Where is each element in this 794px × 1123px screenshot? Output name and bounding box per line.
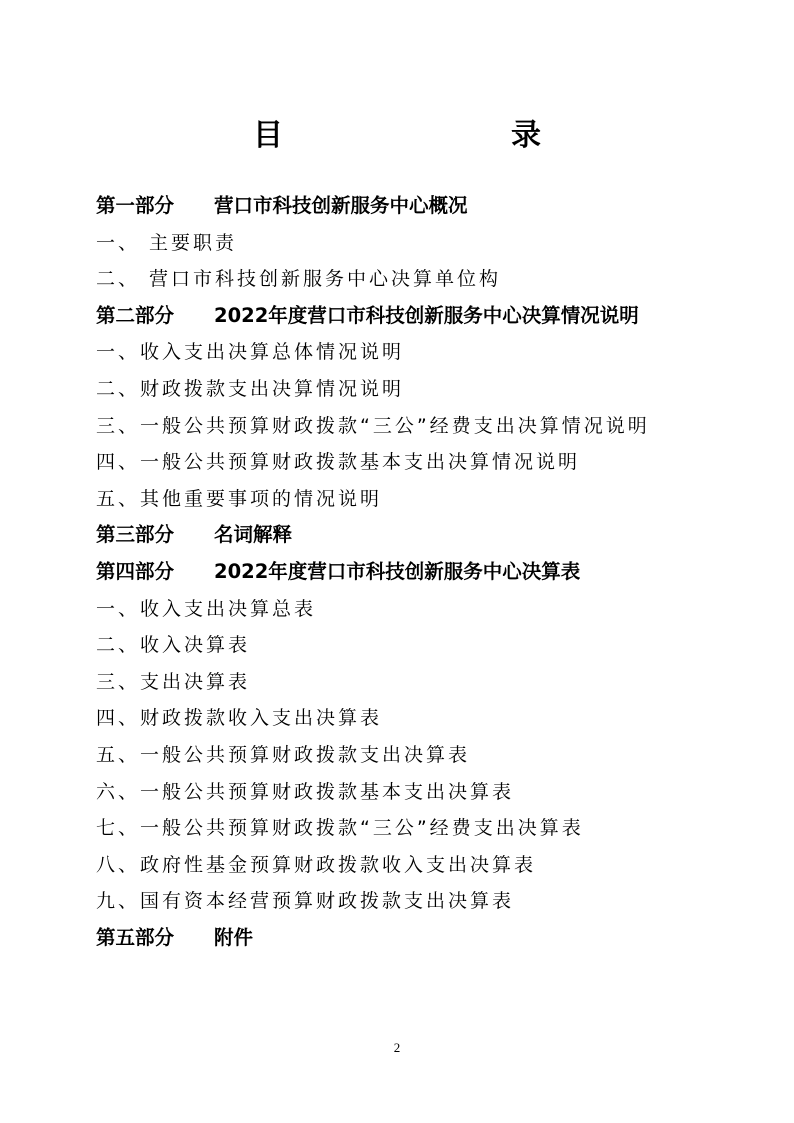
toc-item: 一、收入支出决算总体情况说明 xyxy=(96,341,405,364)
toc-item: 四、一般公共预算财政拨款基本支出决算情况说明 xyxy=(96,451,581,474)
table-of-contents xyxy=(96,188,736,956)
toc-item: 四、财政拨款收入支出决算表 xyxy=(96,707,383,730)
toc-item: 二、收入决算表 xyxy=(96,634,251,657)
toc-item: 六、一般公共预算财政拨款基本支出决算表 xyxy=(96,780,515,803)
page-number: 2 xyxy=(393,1040,401,1055)
toc-part xyxy=(96,554,736,591)
toc-part xyxy=(96,517,736,554)
toc-part-number: 第一部分 xyxy=(96,194,175,217)
toc-item: 二、财政拨款支出决算情况说明 xyxy=(96,377,405,400)
toc-item: 三、一般公共预算财政拨款“三公”经费支出决算情况说明 xyxy=(96,414,650,437)
toc-part-number: 第五部分 xyxy=(96,925,175,949)
toc-item: 五、一般公共预算财政拨款支出决算表 xyxy=(96,743,471,766)
toc-item: 八、政府性基金预算财政拨款收入支出决算表 xyxy=(96,853,537,876)
toc-part-number: 第二部分 xyxy=(96,303,175,327)
toc-item: 一、收入支出决算总表 xyxy=(96,597,317,620)
toc-item: 五、其他重要事项的情况说明 xyxy=(96,487,383,510)
toc-part-number: 第四部分 xyxy=(96,559,175,583)
toc-item: 一、 主要职责 xyxy=(96,231,238,254)
toc-part-number: 第三部分 xyxy=(96,523,175,547)
toc-part-title: 2022年度营口市科技创新服务中心决算表 xyxy=(214,559,581,583)
toc-item: 七、一般公共预算财政拨款“三公”经费支出决算表 xyxy=(96,817,584,840)
toc-part-title: 2022年度营口市科技创新服务中心决算情况说明 xyxy=(214,303,639,327)
toc-part xyxy=(96,188,736,225)
toc-part-title: 名词解释 xyxy=(214,523,293,547)
toc-item: 三、支出决算表 xyxy=(96,670,251,693)
toc-part xyxy=(96,920,736,957)
toc-part-title: 营口市科技创新服务中心概况 xyxy=(214,194,468,217)
toc-part xyxy=(96,298,736,335)
toc-part-title: 附件 xyxy=(214,925,254,949)
page-title: 目 录 xyxy=(253,118,597,153)
toc-item: 九、国有资本经营预算财政拨款支出决算表 xyxy=(96,890,515,913)
toc-item: 二、 营口市科技创新服务中心决算单位构 xyxy=(96,268,502,291)
